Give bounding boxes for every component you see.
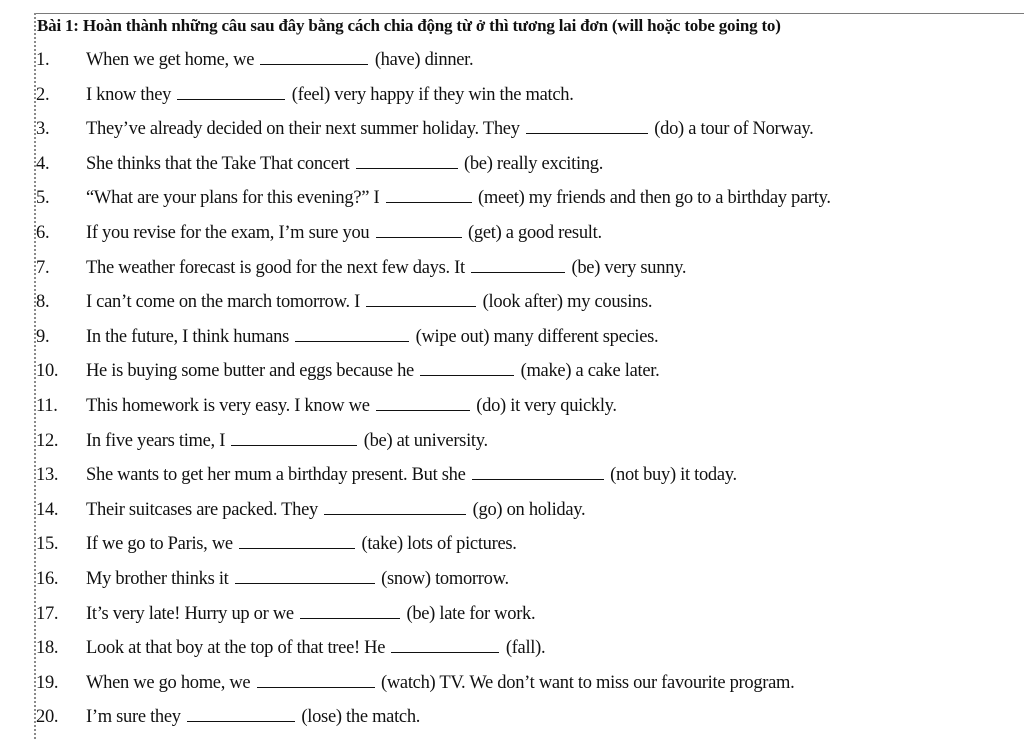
exercise-item (0, 217, 1024, 252)
item-sentence (86, 500, 585, 521)
item-sentence (86, 604, 535, 625)
item-sentence (86, 396, 617, 417)
page-top-border (34, 13, 1024, 14)
sentence-start: It’s very late! Hurry up or we (86, 603, 294, 624)
item-number: 7. (36, 257, 50, 278)
item-number: 19. (36, 672, 59, 693)
item-sentence (86, 327, 658, 348)
answer-blank[interactable] (376, 236, 462, 238)
sentence-start: I know they (86, 84, 172, 105)
item-sentence (86, 673, 794, 694)
item-sentence (86, 119, 813, 140)
exercise-item (0, 79, 1024, 114)
item-sentence (86, 638, 545, 659)
sentence-end: (have) dinner. (374, 50, 474, 70)
item-number: 16. (36, 568, 59, 589)
exercise-item (0, 459, 1024, 494)
sentence-end: (do) a tour of Norway. (654, 119, 814, 140)
item-number: 9. (36, 326, 50, 347)
sentence-end: (be) very sunny. (571, 257, 687, 278)
answer-blank[interactable] (472, 478, 604, 480)
item-sentence (86, 50, 473, 71)
exercise-item (0, 113, 1024, 148)
sentence-end: (lose) the match. (301, 707, 421, 728)
sentence-end: (be) really exciting. (463, 153, 604, 174)
answer-blank[interactable] (231, 444, 357, 446)
sentence-start: Look at that boy at the top of that tree! He (86, 638, 386, 659)
sentence-start: My brother thinks it (86, 568, 229, 589)
answer-blank[interactable] (300, 617, 400, 619)
answer-blank[interactable] (260, 63, 368, 65)
sentence-end: (feel) very happy if they win the match. (291, 84, 574, 105)
answer-blank[interactable] (257, 686, 375, 688)
item-number: 15. (36, 534, 59, 555)
answer-blank[interactable] (239, 547, 355, 549)
item-number: 10. (36, 361, 59, 382)
item-sentence (86, 707, 420, 728)
sentence-start: She thinks that the Take That concert (86, 153, 350, 174)
exercise-item (0, 528, 1024, 563)
answer-blank[interactable] (526, 132, 648, 134)
sentence-start: I can’t come on the march tomorrow. I (86, 292, 361, 313)
sentence-start: “What are your plans for this evening?” I (86, 188, 380, 209)
exercise-item (0, 286, 1024, 321)
answer-blank[interactable] (356, 167, 458, 169)
sentence-start: I’m sure they (86, 707, 181, 728)
item-sentence (86, 154, 603, 175)
exercise-item (0, 425, 1024, 460)
exercise-item (0, 494, 1024, 529)
sentence-start: He is buying some butter and eggs because he (86, 361, 414, 382)
item-number: 14. (36, 499, 59, 520)
sentence-start: In the future, I think humans (86, 326, 289, 347)
answer-blank[interactable] (366, 305, 476, 307)
item-number: 18. (36, 638, 59, 659)
exercise-item (0, 44, 1024, 79)
item-number: 13. (36, 465, 59, 486)
item-number: 11. (36, 395, 58, 416)
sentence-start: If you revise for the exam, I’m sure you (86, 222, 370, 243)
sentence-start: She wants to get her mum a birthday present. But she (86, 465, 466, 486)
sentence-start: Their suitcases are packed. They (86, 499, 318, 520)
sentence-start: The weather forecast is good for the next few days. It (86, 257, 465, 278)
sentence-end: (not buy) it today. (610, 465, 737, 486)
sentence-end: (look after) my cousins. (482, 292, 653, 313)
sentence-end: (snow) tomorrow. (381, 568, 509, 589)
item-number: 8. (36, 292, 50, 313)
sentence-end: (watch) TV. We don’t want to miss our favourite program. (381, 672, 795, 693)
exercise-item (0, 321, 1024, 356)
sentence-end: (fall). (505, 638, 546, 659)
sentence-end: (meet) my friends and then go to a birthday party. (478, 188, 831, 209)
answer-blank[interactable] (391, 651, 499, 653)
item-number: 4. (36, 153, 50, 174)
sentence-end: (be) late for work. (406, 603, 536, 624)
exercise-list (0, 44, 1024, 736)
item-sentence (86, 223, 602, 244)
item-sentence (86, 534, 517, 555)
answer-blank[interactable] (376, 409, 470, 411)
answer-blank[interactable] (420, 374, 514, 376)
answer-blank[interactable] (235, 582, 375, 584)
exercise-item (0, 667, 1024, 702)
exercise-item (0, 390, 1024, 425)
sentence-end: (go) on holiday. (472, 499, 586, 520)
item-sentence (86, 431, 488, 452)
item-sentence (86, 465, 737, 486)
item-number: 2. (36, 84, 50, 105)
sentence-end: (be) at university. (363, 430, 488, 451)
exercise-item (0, 598, 1024, 633)
answer-blank[interactable] (386, 201, 472, 203)
item-number: 1. (36, 50, 50, 70)
exercise-item (0, 563, 1024, 598)
sentence-end: (do) it very quickly. (476, 395, 617, 416)
answer-blank[interactable] (177, 98, 285, 100)
sentence-end: (take) lots of pictures. (361, 534, 517, 555)
item-sentence (86, 258, 686, 279)
sentence-end: (get) a good result. (468, 222, 602, 243)
sentence-start: If we go to Paris, we (86, 534, 233, 555)
sentence-end: (make) a cake later. (520, 361, 660, 382)
item-sentence (86, 85, 574, 106)
exercise-item (0, 632, 1024, 667)
sentence-start: When we go home, we (86, 672, 251, 693)
exercise-item (0, 182, 1024, 217)
item-number: 6. (36, 222, 50, 243)
item-number: 17. (36, 603, 59, 624)
exercise-title: Bài 1: Hoàn thành những câu sau đây bằng cách chia động từ ở thì tương lai đơn (will hoặc tobe going to) (37, 16, 781, 35)
answer-blank[interactable] (471, 271, 565, 273)
answer-blank[interactable] (295, 340, 409, 342)
sentence-start: This homework is very easy. I know we (86, 395, 370, 416)
sentence-start: When we get home, we (86, 50, 255, 70)
item-number: 12. (36, 430, 59, 451)
item-number: 5. (36, 188, 50, 209)
item-number: 3. (36, 119, 50, 140)
exercise-item (0, 252, 1024, 287)
answer-blank[interactable] (187, 720, 295, 722)
item-sentence (86, 569, 509, 590)
exercise-item (0, 355, 1024, 390)
item-sentence (86, 361, 659, 382)
item-number: 20. (36, 707, 59, 728)
item-sentence (86, 188, 831, 209)
sentence-start: In five years time, I (86, 430, 226, 451)
sentence-end: (wipe out) many different species. (415, 326, 659, 347)
sentence-start: They’ve already decided on their next summer holiday. They (86, 119, 520, 140)
exercise-item (0, 148, 1024, 183)
item-sentence (86, 292, 652, 313)
exercise-item (0, 701, 1024, 736)
answer-blank[interactable] (324, 513, 466, 515)
